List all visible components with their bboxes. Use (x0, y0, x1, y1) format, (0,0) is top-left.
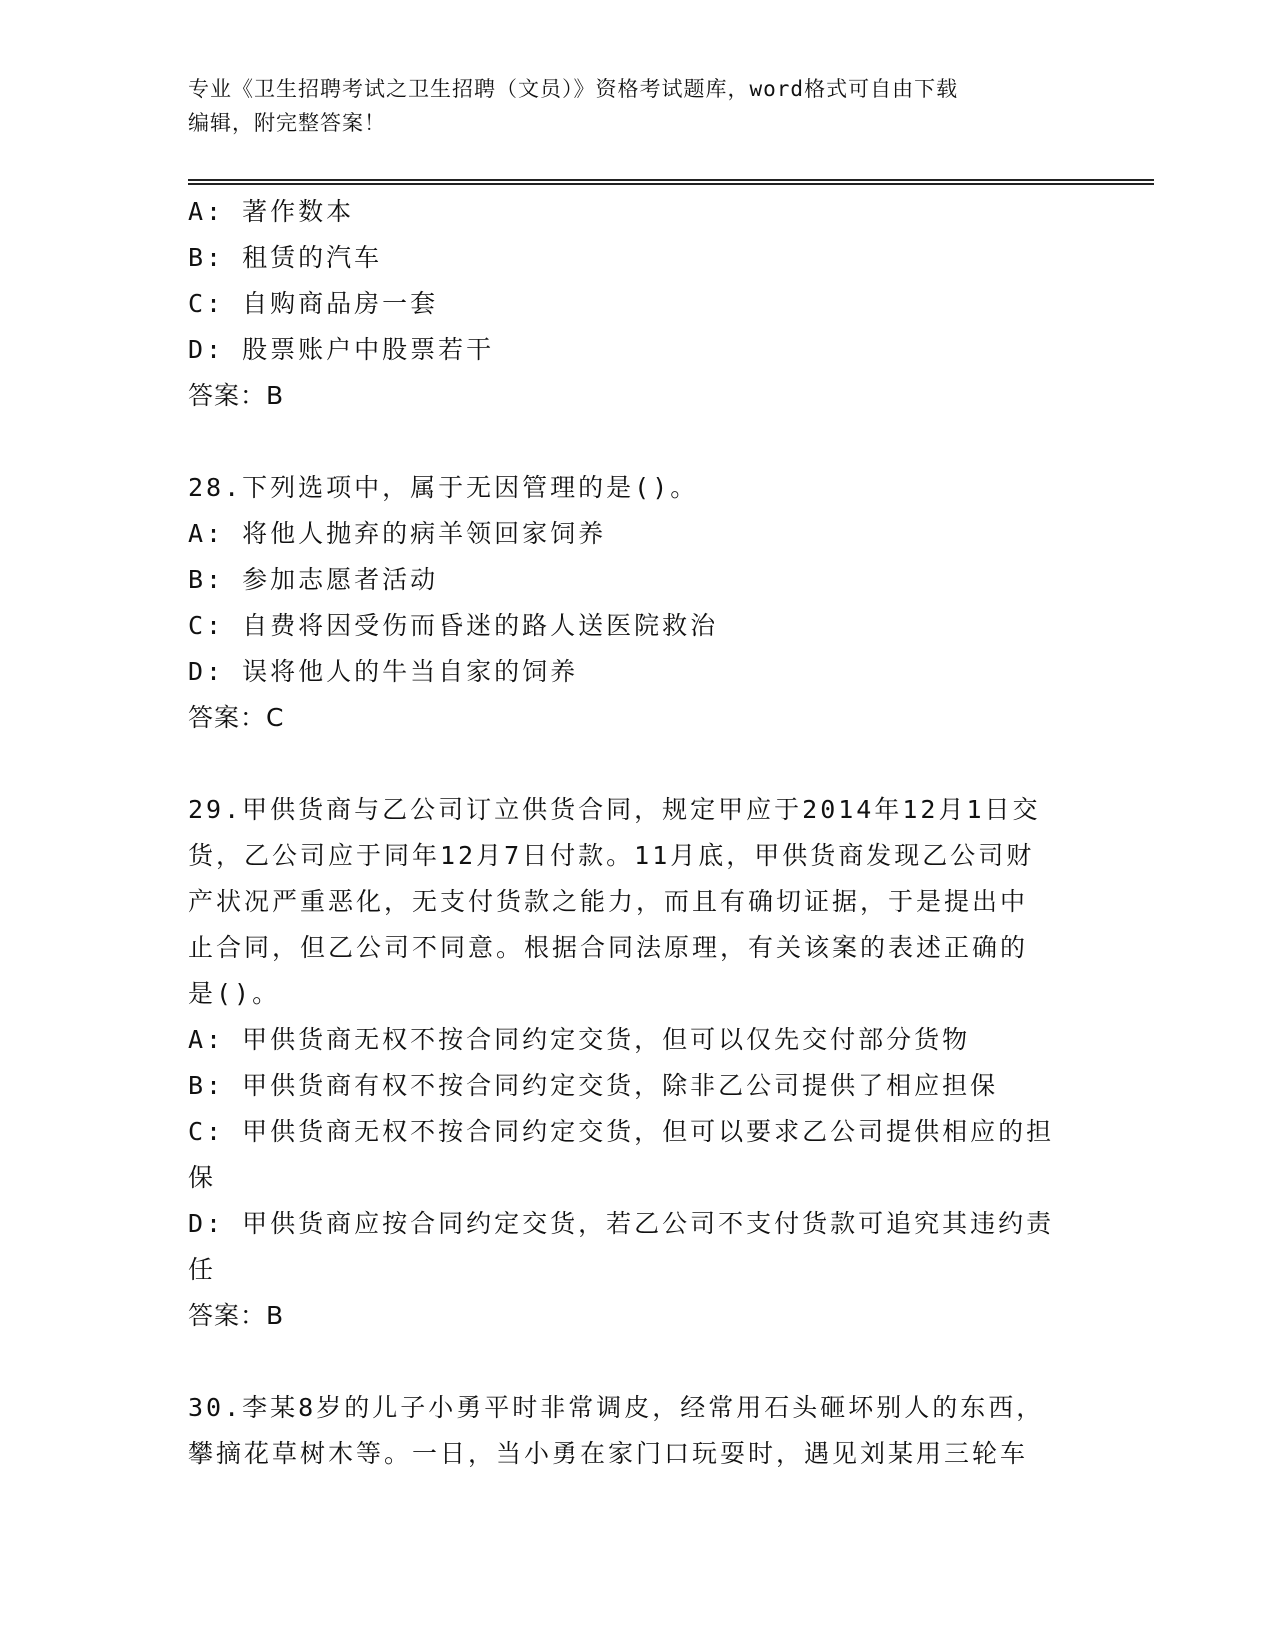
option-b: B: 参加志愿者活动 (188, 565, 439, 594)
answer-line: 答案：B (188, 1301, 285, 1330)
option-a: A: 将他人抛弃的病羊领回家饲养 (188, 519, 607, 548)
question-text-line-4: 止合同，但乙公司不同意。根据合同法原理，有关该案的表述正确的 (188, 933, 1029, 962)
answer-line: 答案：B (188, 381, 285, 410)
question-text-line-2: 攀摘花草树木等。一日，当小勇在家门口玩耍时，遇见刘某用三轮车 (188, 1439, 1029, 1468)
option-c-line-1: C: 甲供货商无权不按合同约定交货，但可以要求乙公司提供相应的担 (188, 1117, 1055, 1146)
question-29-block (188, 787, 1088, 1339)
header-line-2: 编辑，附完整答案！ (188, 111, 386, 135)
question-text-line-3: 产状况严重恶化，无支付货款之能力，而且有确切证据，于是提出中 (188, 887, 1029, 916)
question-30-block (188, 1385, 1088, 1477)
option-a: A: 著作数本 (188, 197, 355, 226)
option-b: B: 租赁的汽车 (188, 243, 383, 272)
question-28-block (188, 465, 1088, 741)
spacer (188, 741, 1088, 787)
question-content (188, 189, 1088, 1477)
option-c-line-2: 保 (188, 1163, 217, 1192)
answer-line: 答案：C (188, 703, 285, 732)
spacer (188, 419, 1088, 465)
question-text: 28.下列选项中，属于无因管理的是()。 (188, 473, 699, 502)
option-c: C: 自购商品房一套 (188, 289, 439, 318)
question-text-line-1: 30.李某8岁的儿子小勇平时非常调皮，经常用石头砸坏别人的东西， (188, 1393, 1045, 1422)
header-line-1: 专业《卫生招聘考试之卫生招聘（文员）》资格考试题库，word格式可自由下载 (188, 77, 959, 101)
document-header (188, 72, 1088, 140)
question-text-line-5: 是()。 (188, 979, 281, 1008)
option-d-line-2: 任 (188, 1255, 217, 1284)
header-divider-top (188, 179, 1154, 181)
header-divider-bottom (188, 183, 1154, 185)
question-text-line-2: 货，乙公司应于同年12月7日付款。11月底，甲供货商发现乙公司财 (188, 841, 1035, 870)
question-text-line-1: 29.甲供货商与乙公司订立供货合同，规定甲应于2014年12月1日交 (188, 795, 1041, 824)
option-d: D: 股票账户中股票若干 (188, 335, 495, 364)
option-c: C: 自费将因受伤而昏迷的路人送医院救治 (188, 611, 719, 640)
option-a: A: 甲供货商无权不按合同约定交货，但可以仅先交付部分货物 (188, 1025, 971, 1054)
question-27-block (188, 189, 1088, 419)
option-b: B: 甲供货商有权不按合同约定交货，除非乙公司提供了相应担保 (188, 1071, 999, 1100)
option-d-line-1: D: 甲供货商应按合同约定交货，若乙公司不支付货款可追究其违约责 (188, 1209, 1055, 1238)
spacer (188, 1339, 1088, 1385)
option-d: D: 误将他人的牛当自家的饲养 (188, 657, 579, 686)
